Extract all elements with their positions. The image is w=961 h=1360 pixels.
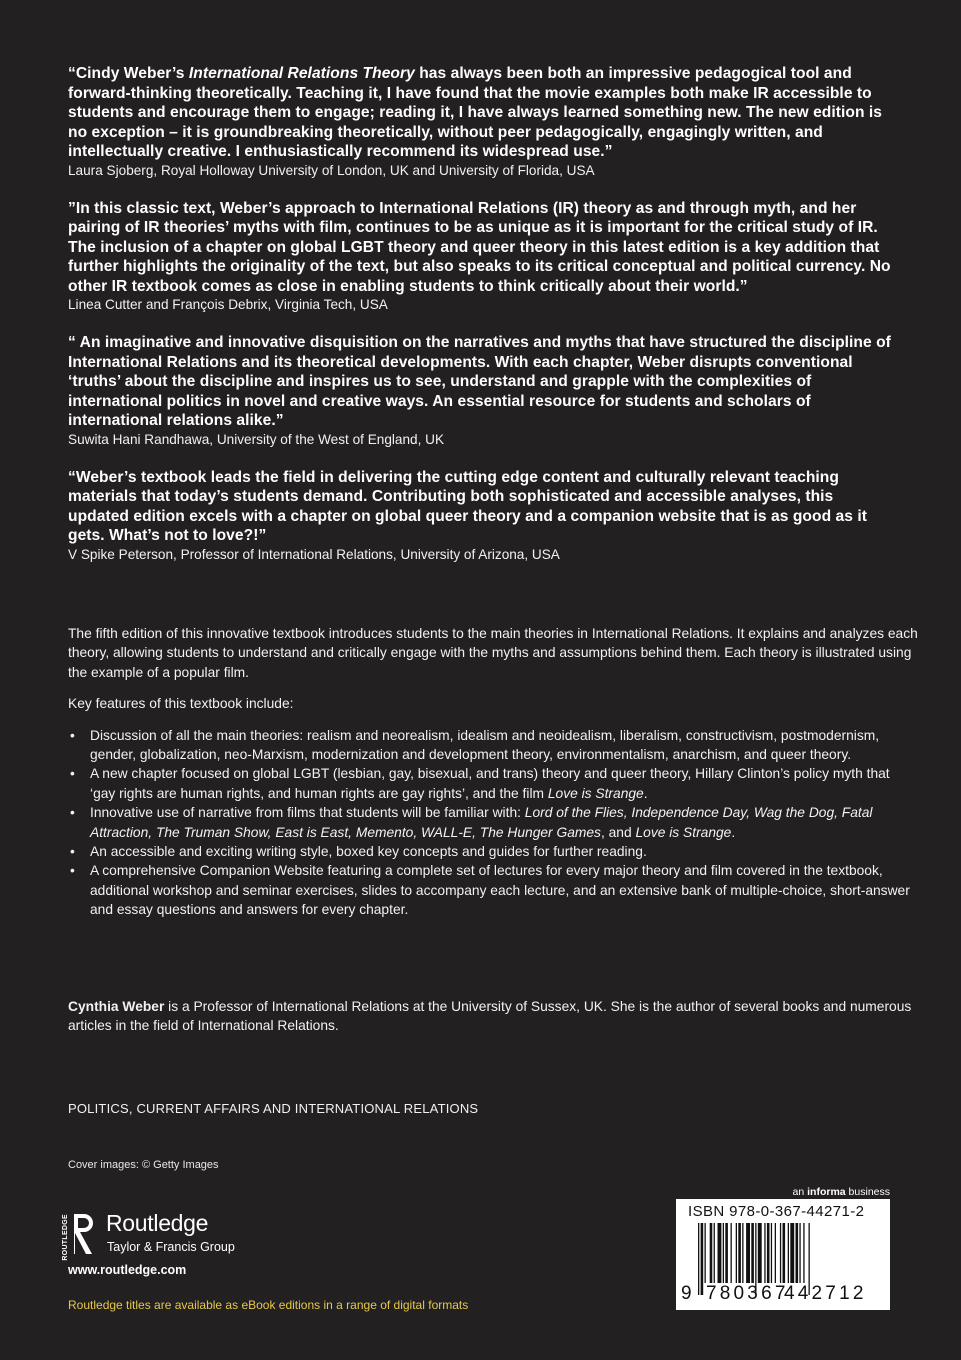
features-heading: Key features of this textbook include: <box>68 696 294 712</box>
feature-item: • A new chapter focused on global LGBT (lesbian, gay, bisexual, and trans) theory and queer theory, Hillary Clinton’s policy myth that ‘gay rights are human rights, and human rights are gay rights’, and the film Love is Strange. <box>70 766 890 801</box>
feature-item: • An accessible and exciting writing style, boxed key concepts and guides for further reading. <box>68 842 918 861</box>
endorsement-text: “ An imaginative and innovative disquisition on the narratives and myths that have structured the discipline of International Relations and its theoretical developments. With each chapter, Weber disrupts conventional ‘truths’ about the discipline and inspires us to see, understand and grapple with the complexities of international politics in novel and creative ways. An essential resource for students and scholars of international relations alike.” <box>68 334 891 429</box>
endorsement-text: ”In this classic text, Weber’s approach to International Relations (IR) theory as and through myth, and her pairing of IR theories’ myths with film, continues to be as unique as it is important for the critical study of IR. The inclusion of a chapter on global LGBT theory and queer theory in this latest edition is a key addition that further highlights the originality of the text, but also speaks to its critical conceptual and political currency. No other IR textbook comes as close in enabling students to think critically about their world.” <box>68 199 891 295</box>
barcode-bar <box>723 1223 724 1283</box>
barcode-bar <box>767 1223 770 1283</box>
barcode-bar <box>799 1223 800 1283</box>
endorsement-4 <box>68 468 898 564</box>
isbn-barcode <box>676 1199 890 1310</box>
feature-item: • A comprehensive Companion Website featuring a complete set of lectures for every major theory and film covered in the textbook, additional workshop and seminar exercises, slides to accompany each lecture, and an extensive bank of multiple-choice, short-answer and essay questions and answers for every chapter. <box>70 863 910 918</box>
endorsement-source: V Spike Peterson, Professor of International Relations, University of Arizona, USA <box>68 546 560 562</box>
barcode-bar <box>746 1223 750 1283</box>
barcode-bar <box>698 1223 699 1295</box>
informa-business: an informa business <box>792 1186 890 1198</box>
endorsement-1 <box>68 64 898 180</box>
publisher-group: Taylor & Francis Group <box>107 1240 235 1254</box>
author-bio: Cynthia Weber is a Professor of International Relations at the University of Sussex, UK. She is the author of several books and numerous articles in the field of International Relations. <box>68 998 912 1034</box>
barcode-bar <box>738 1223 741 1283</box>
endorsement-source: Laura Sjoberg, Royal Holloway University of London, UK and University of Florida, USA <box>68 162 595 178</box>
barcode-bar <box>764 1223 765 1283</box>
barcode-bar <box>751 1223 754 1283</box>
barcode-bar <box>775 1223 776 1283</box>
isbn-label: ISBN 978-0-367-44271-2 <box>688 1203 865 1220</box>
description-paragraph: The fifth edition of this innovative textbook introduces students to the main theories in International Relations. It explains and analyzes each theory, allowing students to understand and critically engage with the myths and assumptions behind them. Each theory is illustrated using the example of a popular film. <box>68 626 918 680</box>
barcode-digits-right: 442712 <box>784 1283 867 1304</box>
routledge-r-icon <box>66 1210 96 1258</box>
endorsement-3 <box>68 333 898 449</box>
bullet-icon: • <box>70 844 75 860</box>
barcode-bar <box>742 1223 743 1283</box>
endorsement-2 <box>68 199 898 315</box>
publisher-website[interactable]: www.routledge.com <box>68 1263 187 1277</box>
barcode-bar <box>701 1223 704 1295</box>
feature-item: • Innovative use of narrative from films that students will be familiar with: Lord of the Flies, Independence Day, Wag the Dog, Fatal Attraction, The Truman Show, East is East, Memento, WALL-E, The Hunger Games, and Love is Strange. <box>70 805 873 840</box>
barcode-bar <box>718 1223 722 1283</box>
logo-vertical-text: ROUTLEDGE <box>62 1214 69 1261</box>
features-list <box>68 726 918 920</box>
barcode-bar <box>803 1223 804 1283</box>
barcode-bar <box>705 1223 706 1283</box>
feature-item: • Discussion of all the main theories: realism and neorealism, idealism and neoidealism, liberalism, constructivism, postmodernism, gender, globalization, neo-Marxism, modernization and development theory, environmentalism, anarchism, and queer theory. <box>70 727 880 763</box>
endorsement-text: “Weber’s textbook leads the field in delivering the cutting edge content and culturally relevant teaching materials that today’s students demand. Contributing both sophisticated and accessible analyses, this updated edition excels with a chapter on global queer theory and a companion website that is as good as it gets. What’s not to love?!” <box>68 468 867 544</box>
bullet-icon: • <box>70 805 75 821</box>
endorsement-source: Linea Cutter and François Debrix, Virginia Tech, USA <box>68 297 388 312</box>
book-description <box>68 624 918 920</box>
bullet-icon: • <box>70 727 75 743</box>
barcode-bar <box>725 1223 728 1283</box>
barcode-bar <box>736 1223 737 1283</box>
subject-category: POLITICS, CURRENT AFFAIRS AND INTERNATIONAL RELATIONS <box>68 1101 479 1116</box>
bullet-icon: • <box>70 766 75 782</box>
bullet-icon: • <box>70 863 75 879</box>
barcode-bar <box>771 1223 772 1283</box>
endorsement-text: “Cindy Weber’s International Relations Theory has always been both an impressive pedagogical tool and forward-thinking theoretically. Teaching it, I have found that the movie examples both make IR accessible to students and encourage them to engage; reading it, I have always learned something new. The new edition is no exception – it is groundbreaking theoretically, without peer pedagogically, engagingly written, and intellectually creative. I enthusiastically recommend its widespread use.” <box>68 65 883 160</box>
barcode-bar <box>710 1223 713 1283</box>
barcode-bar <box>790 1223 794 1283</box>
publisher-name: Routledge <box>106 1210 209 1236</box>
barcode-bar <box>758 1223 762 1283</box>
barcode-digits-left: 780367 <box>706 1283 789 1304</box>
barcode-bar <box>731 1223 732 1283</box>
barcode-bar <box>714 1223 715 1283</box>
barcode-bar <box>788 1223 789 1283</box>
author-name: Cynthia Weber <box>68 998 165 1014</box>
endorsement-source: Suwita Hani Randhawa, University of the West of England, UK <box>68 431 445 447</box>
barcode-digit-first: 9 <box>681 1283 692 1304</box>
barcode-bar <box>780 1223 781 1283</box>
barcode-bar <box>783 1223 786 1283</box>
endorsements <box>68 64 898 583</box>
routledge-logo <box>62 1208 266 1261</box>
ebook-note: Routledge titles are available as eBook editions in a range of digital formats <box>68 1298 469 1312</box>
cover-credit: Cover images: © Getty Images <box>68 1159 219 1171</box>
barcode-bar <box>796 1223 799 1283</box>
